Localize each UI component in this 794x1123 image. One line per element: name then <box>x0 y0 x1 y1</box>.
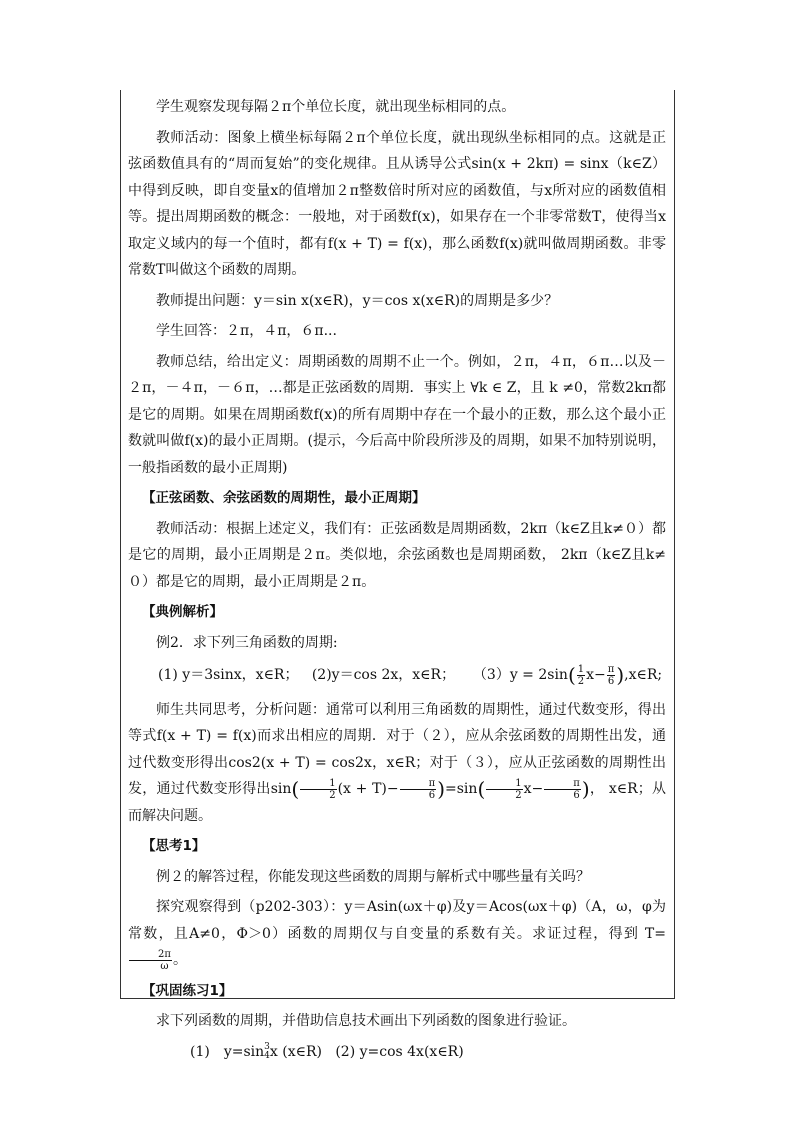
fraction-one-half: $\frac{1}{2}$ <box>300 778 336 801</box>
heading-think-1: 【思考1】 <box>142 838 206 854</box>
paragraph-student-observe: 学生观察发现每隔２π个单位长度，就出现坐标相同的点。 <box>156 99 516 115</box>
paragraph-explore: 探究观察得到（p202-303）：y＝Asin(ωx＋φ)及y＝Acos(ωx＋φ)（A，ω，φ为常数，且A≠0，Φ＞0）函数的周期仅与自变量的系数有关。求证过程，得到 T= $\frac{2\pi}{\omega}$ 。 <box>128 899 666 972</box>
exercise-1-suffix: x (x∈R) <box>269 1043 322 1060</box>
heading-examples: 【典例解析】 <box>142 604 223 620</box>
fraction-pi-over-six: $\frac{\pi}{6}$ <box>607 663 615 687</box>
heading-practice-1: 【巩固练习1】 <box>142 982 233 999</box>
paragraph-teacher-activity: 教师活动：图象上横坐标每隔２π个单位长度，就出现纵坐标相同的点。这就是正弦函数值具有的“周而复始”的变化规律。且从诱导公式sin(x + 2kπ) = sinx（k∈Z）中得到反映，即自变量x的值增加２π整数倍时所对应的函数值，与x所对应的函数值相等。提出周期函数的概念：一般地，对于函数f(x)，如果存在一个非零常数T，使得当x取定义域内的每一个值时，都有f(x + T) = f(x)，那么函数f(x)就叫做周期函数。非零常数T叫做这个函数的周期。 <box>128 129 666 278</box>
fraction-two-pi-over-omega: $\frac{2\pi}{\omega}$ <box>129 949 172 972</box>
example-2-item-1: (1) y＝3sinx，x∈R； <box>158 667 299 683</box>
paragraph-joint-analysis: 师生共同思考，分析问题：通常可以利用三角函数的周期性，通过代数变形，得出等式f(x + T) = f(x)而求出相应的周期．对于（２），应从余弦函数的周期性出发，通过代数变形得出cos2(x + T) = cos2x，x∈R；对于（３），应从正弦函数的周期性出发，通过代数变形得出sin( $\frac{1}{2}$ (x + T)− $\frac{\pi}{6}$ )=sin( $\frac{1}{2}$ x− $\frac{\pi}{6}$ )， x∈R；从而解决问题。 <box>128 701 666 824</box>
example-2-item-3-prefix: （3）y = 2sin <box>472 667 568 683</box>
example-2-item-3: （3）y = 2sin( $\frac{1}{2}$ x− $\frac{\pi}{6}$ ),x∈R; <box>472 663 663 687</box>
paragraph-practice-instruction: 求下列函数的周期，并借助信息技术画出下列函数的图象进行验证。 <box>156 1013 576 1029</box>
paragraph-student-answer: 学生回答：２π，４π，６π... <box>156 323 337 339</box>
example-2-item-3-suffix: x∈R; <box>628 667 663 683</box>
paragraph-definition-application: 教师活动：根据上述定义，我们有：正弦函数是周期函数，2kπ（k∈Z且k≠０）都是它的周期，最小正周期是２π。类似地，余弦函数也是周期函数， 2kπ（k∈Z且k≠０）都是它的周期，最小正周期是２π。 <box>128 520 666 590</box>
lesson-content <box>128 94 666 1069</box>
paragraph-think-question: 例２的解答过程，你能发现这些函数的周期与解析式中哪些量有关吗？ <box>156 868 590 885</box>
exercise-2: (2) y=cos 4x(x∈R) <box>335 1043 464 1060</box>
example-2-equations <box>128 662 666 689</box>
fraction-pi-over-six: $\frac{\pi}{6}$ <box>400 778 437 801</box>
fraction-one-half: $\frac{1}{2}$ <box>486 778 522 801</box>
practice-exercises <box>128 1039 666 1066</box>
paragraph-teacher-question: 教师提出问题：y＝sin x(x∈R)，y＝cos x(x∈R)的周期是多少？ <box>156 292 559 309</box>
exercise-1-prefix: (1) y=sin <box>190 1043 265 1060</box>
fraction-three-over-four: 3 4 <box>264 1041 270 1061</box>
paragraph-teacher-summary: 教师总结，给出定义：周期函数的周期不止一个。例如，２π，４π，６π…以及－２π，－４π，－６π，…都是正弦函数的周期．事实上 ∀k ∈ Z，且 k ≠0，常数2kπ都是它的周期。如果在周期函数f(x)的所有周期中存在一个最小的正数，那么这个最小正数就叫做f(x)的最小正周期。(提示，今后高中阶段所涉及的周期，如果不加特别说明，一般指函数的最小正周期) <box>128 353 666 476</box>
fraction-one-half: $\frac{1}{2}$ <box>577 663 585 687</box>
example-2-item-2: (2)y＝cos 2x，x∈R； <box>311 667 456 683</box>
heading-periodicity: 【正弦函数、余弦函数的周期性，最小正周期】 <box>142 490 426 506</box>
paragraph-example-2: 例2．求下列三角函数的周期: <box>156 634 338 651</box>
fraction-pi-over-six: $\frac{\pi}{6}$ <box>544 778 581 801</box>
